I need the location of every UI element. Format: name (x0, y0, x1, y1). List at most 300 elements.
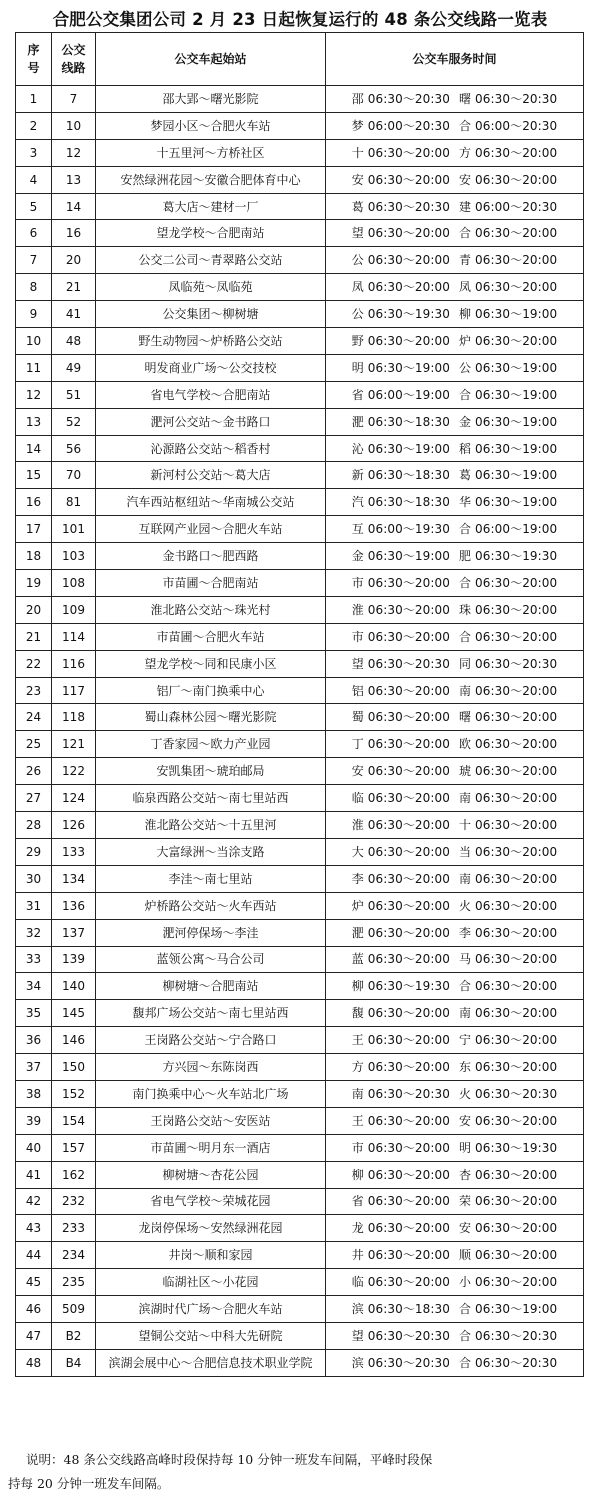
service-time-start: 市 06:30～20:00 (351, 575, 450, 590)
row-number: 24 (16, 704, 52, 731)
table-row (16, 1134, 584, 1161)
service-time (326, 220, 584, 247)
bus-line: 509 (52, 1296, 96, 1323)
service-time-start: 淝 06:30～20:00 (351, 925, 450, 940)
service-time-start: 井 06:30～20:00 (351, 1248, 450, 1263)
service-time-end: 琥 06:30～20:00 (459, 764, 558, 779)
service-time-end: 同 06:30～20:30 (459, 656, 558, 671)
service-time-start: 蜀 06:30～20:00 (351, 710, 450, 725)
service-time (326, 381, 584, 408)
route-stops: 望龙学校～同和民康小区 (96, 650, 326, 677)
service-time-end: 合 06:00～20:30 (459, 118, 558, 133)
table-row (16, 220, 584, 247)
table-row (16, 381, 584, 408)
service-time-start: 馥 06:30～20:00 (351, 1006, 450, 1021)
route-stops: 市苗圃～合肥火车站 (96, 623, 326, 650)
bus-line: 48 (52, 328, 96, 355)
bus-line: 49 (52, 354, 96, 381)
row-number: 26 (16, 758, 52, 785)
service-time-start: 临 06:30～20:00 (351, 1275, 450, 1290)
route-stops: 望铜公交站～中科大先研院 (96, 1322, 326, 1349)
service-time-end: 肥 06:30～19:30 (459, 549, 558, 564)
route-stops: 公交集团～柳树塘 (96, 301, 326, 328)
route-stops: 淮北路公交站～珠光村 (96, 596, 326, 623)
service-time (326, 1054, 584, 1081)
bus-line: 81 (52, 489, 96, 516)
bus-line: 51 (52, 381, 96, 408)
table-row (16, 677, 584, 704)
service-time-start: 葛 06:30～20:30 (351, 199, 450, 214)
service-time (326, 919, 584, 946)
service-time-start: 丁 06:30～20:00 (351, 737, 450, 752)
table-row (16, 462, 584, 489)
route-stops: 省电气学校～荣城花园 (96, 1188, 326, 1215)
header-service-time: 公交车服务时间 (326, 33, 584, 86)
route-stops: 汽车西站枢纽站～华南城公交站 (96, 489, 326, 516)
bus-line: 109 (52, 596, 96, 623)
table-row (16, 731, 584, 758)
row-number: 19 (16, 570, 52, 597)
route-stops: 淝河停保场～李洼 (96, 919, 326, 946)
table-row (16, 1188, 584, 1215)
service-time-start: 南 06:30～20:30 (351, 1086, 450, 1101)
service-time (326, 139, 584, 166)
service-time-start: 淮 06:30～20:00 (351, 602, 450, 617)
row-number: 22 (16, 650, 52, 677)
service-time (326, 758, 584, 785)
service-time (326, 1107, 584, 1134)
row-number: 5 (16, 193, 52, 220)
service-time (326, 86, 584, 113)
service-time-end: 当 06:30～20:00 (459, 844, 558, 859)
footnote-line2: 持每 20 分钟一班发车间隔。 (8, 1476, 170, 1491)
row-number: 9 (16, 301, 52, 328)
table-row (16, 704, 584, 731)
row-number: 18 (16, 543, 52, 570)
service-time-end: 稻 06:30～19:00 (459, 441, 558, 456)
table-row (16, 919, 584, 946)
row-number: 17 (16, 516, 52, 543)
service-time (326, 435, 584, 462)
service-time-end: 凤 06:30～20:00 (459, 280, 558, 295)
row-number: 38 (16, 1080, 52, 1107)
service-time-end: 方 06:30～20:00 (459, 145, 558, 160)
bus-line: 232 (52, 1188, 96, 1215)
service-time-end: 曙 06:30～20:00 (459, 710, 558, 725)
route-stops: 安然绿洲花园～安徽合肥体育中心 (96, 166, 326, 193)
route-stops: 新河村公交站～葛大店 (96, 462, 326, 489)
service-time (326, 247, 584, 274)
table-row (16, 838, 584, 865)
service-time (326, 838, 584, 865)
service-time-start: 省 06:00～19:00 (351, 387, 450, 402)
row-number: 40 (16, 1134, 52, 1161)
bus-line: 70 (52, 462, 96, 489)
route-stops: 省电气学校～合肥南站 (96, 381, 326, 408)
service-time-start: 龙 06:30～20:00 (351, 1221, 450, 1236)
service-time (326, 785, 584, 812)
row-number: 16 (16, 489, 52, 516)
row-number: 14 (16, 435, 52, 462)
service-time (326, 1000, 584, 1027)
service-time-start: 方 06:30～20:00 (351, 1060, 450, 1074)
table-row (16, 1161, 584, 1188)
service-time-start: 王 06:30～20:00 (351, 1033, 450, 1048)
route-stops: 凤临苑～凤临苑 (96, 274, 326, 301)
service-time (326, 946, 584, 973)
row-number: 21 (16, 623, 52, 650)
service-time-end: 安 06:30～20:00 (459, 1221, 558, 1236)
service-time (326, 274, 584, 301)
footnote-line1: 说明：48 条公交线路高峰时段保持每 10 分钟一班发车间隔，平峰时段保 (26, 1452, 433, 1467)
service-time-start: 望 06:30～20:30 (351, 656, 450, 671)
service-time-end: 青 06:30～20:00 (459, 253, 558, 268)
service-time-start: 金 06:30～19:00 (351, 549, 450, 564)
service-time-start: 蓝 06:30～20:00 (351, 952, 450, 967)
bus-line: 101 (52, 516, 96, 543)
bus-line: 21 (52, 274, 96, 301)
bus-line: 10 (52, 112, 96, 139)
service-time (326, 677, 584, 704)
table-row (16, 973, 584, 1000)
service-time-end: 合 06:30～20:30 (459, 1355, 558, 1370)
service-time-end: 合 06:30～19:00 (459, 1302, 558, 1317)
service-time-end: 葛 06:30～19:00 (459, 468, 558, 483)
service-time-end: 安 06:30～20:00 (459, 1113, 558, 1128)
service-time-end: 十 06:30～20:00 (459, 817, 558, 832)
route-stops: 龙岗停保场～安然绿洲花园 (96, 1215, 326, 1242)
service-time (326, 892, 584, 919)
bus-line: 52 (52, 408, 96, 435)
service-time (326, 1161, 584, 1188)
service-time-end: 宁 06:30～20:00 (459, 1033, 558, 1048)
service-time-start: 野 06:30～20:00 (351, 333, 450, 348)
service-time-start: 柳 06:30～19:30 (351, 979, 450, 994)
route-stops: 葛大店～建材一厂 (96, 193, 326, 220)
service-time (326, 865, 584, 892)
service-time-end: 合 06:30～20:00 (459, 629, 558, 644)
table-row (16, 812, 584, 839)
row-number: 29 (16, 838, 52, 865)
service-time-end: 合 06:00～19:00 (459, 522, 558, 537)
table-row (16, 139, 584, 166)
bus-line: 122 (52, 758, 96, 785)
service-time-start: 王 06:30～20:00 (351, 1113, 450, 1128)
route-stops: 方兴园～东陈岗西 (96, 1054, 326, 1081)
service-time-start: 炉 06:30～20:00 (351, 898, 450, 913)
service-time (326, 408, 584, 435)
service-time-start: 汽 06:30～18:30 (351, 495, 450, 510)
row-number: 31 (16, 892, 52, 919)
footnote (8, 1448, 588, 1496)
table-row (16, 1322, 584, 1349)
service-time-end: 珠 06:30～20:00 (459, 602, 558, 617)
route-stops: 临泉西路公交站～南七里站西 (96, 785, 326, 812)
route-stops: 南门换乘中心～火车站北广场 (96, 1080, 326, 1107)
bus-line: 14 (52, 193, 96, 220)
row-number: 8 (16, 274, 52, 301)
service-time-start: 沁 06:30～19:00 (351, 441, 450, 456)
route-stops: 王岗路公交站～安医站 (96, 1107, 326, 1134)
service-time (326, 1242, 584, 1269)
row-number: 1 (16, 86, 52, 113)
table-row (16, 408, 584, 435)
row-number: 23 (16, 677, 52, 704)
table-header-row (16, 33, 584, 86)
bus-line: 7 (52, 86, 96, 113)
row-number: 41 (16, 1161, 52, 1188)
header-line-line1: 公交 (61, 43, 86, 57)
row-number: 10 (16, 328, 52, 355)
route-stops: 淝河公交站～金书路口 (96, 408, 326, 435)
bus-line: 108 (52, 570, 96, 597)
service-time-start: 省 06:30～20:00 (351, 1194, 450, 1209)
table-row (16, 865, 584, 892)
route-stops: 市苗圃～明月东一酒店 (96, 1134, 326, 1161)
service-time-end: 曙 06:30～20:30 (459, 91, 558, 106)
route-stops: 王岗路公交站～宁合路口 (96, 1027, 326, 1054)
service-time-end: 东 06:30～20:00 (459, 1060, 558, 1074)
row-number: 4 (16, 166, 52, 193)
service-time-start: 十 06:30～20:00 (351, 145, 450, 160)
bus-line: 146 (52, 1027, 96, 1054)
service-time-end: 华 06:30～19:00 (459, 495, 558, 510)
service-time (326, 1027, 584, 1054)
bus-line: 103 (52, 543, 96, 570)
service-time (326, 462, 584, 489)
service-time-end: 南 06:30～20:00 (459, 791, 558, 806)
row-number: 2 (16, 112, 52, 139)
bus-line: 12 (52, 139, 96, 166)
header-route: 公交车起始站 (96, 33, 326, 86)
service-time-end: 李 06:30～20:00 (459, 925, 558, 940)
table-row (16, 516, 584, 543)
service-time (326, 1322, 584, 1349)
route-stops: 望龙学校～合肥南站 (96, 220, 326, 247)
service-time (326, 543, 584, 570)
table-row (16, 1296, 584, 1323)
route-stops: 蜀山森林公园～曙光影院 (96, 704, 326, 731)
bus-line: B2 (52, 1322, 96, 1349)
service-time-end: 建 06:00～20:30 (459, 199, 558, 214)
service-time (326, 704, 584, 731)
service-time (326, 1134, 584, 1161)
bus-line: 233 (52, 1215, 96, 1242)
table-row (16, 112, 584, 139)
service-time (326, 623, 584, 650)
table-row (16, 758, 584, 785)
row-number: 32 (16, 919, 52, 946)
row-number: 36 (16, 1027, 52, 1054)
service-time-end: 火 06:30～20:30 (459, 1086, 558, 1101)
service-time (326, 1215, 584, 1242)
table-row (16, 785, 584, 812)
table-row (16, 166, 584, 193)
bus-line: B4 (52, 1349, 96, 1376)
row-number: 44 (16, 1242, 52, 1269)
bus-line: 41 (52, 301, 96, 328)
header-line-line2: 线路 (61, 61, 86, 75)
route-stops: 蓝领公寓～马合公司 (96, 946, 326, 973)
service-time (326, 328, 584, 355)
service-time-end: 南 06:30～20:00 (459, 683, 558, 698)
service-time (326, 1188, 584, 1215)
bus-line: 13 (52, 166, 96, 193)
service-time (326, 1349, 584, 1376)
service-time-end: 炉 06:30～20:00 (459, 333, 558, 348)
service-time-start: 滨 06:30～20:30 (351, 1355, 450, 1370)
service-time-end: 金 06:30～19:00 (459, 414, 558, 429)
route-stops: 井岗～顺和家园 (96, 1242, 326, 1269)
header-seq-line2: 号 (27, 61, 40, 75)
service-time-start: 明 06:30～19:00 (351, 360, 450, 375)
route-stops: 公交二公司～青翠路公交站 (96, 247, 326, 274)
service-time-start: 安 06:30～20:00 (351, 172, 450, 187)
bus-line: 20 (52, 247, 96, 274)
service-time-end: 欧 06:30～20:00 (459, 737, 558, 752)
row-number: 15 (16, 462, 52, 489)
service-time-end: 明 06:30～19:30 (459, 1140, 558, 1155)
row-number: 20 (16, 596, 52, 623)
bus-line: 133 (52, 838, 96, 865)
service-time-end: 合 06:30～20:00 (459, 575, 558, 590)
route-stops: 梦园小区～合肥火车站 (96, 112, 326, 139)
page-title: 合肥公交集团公司 2 月 23 日起恢复运行的 48 条公交线路一览表 (52, 10, 548, 29)
service-time-end: 南 06:30～20:00 (459, 871, 558, 886)
route-stops: 野生动物园～炉桥路公交站 (96, 328, 326, 355)
table-row (16, 1000, 584, 1027)
service-time-end: 南 06:30～20:00 (459, 1006, 558, 1021)
bus-route-table (15, 32, 584, 1377)
service-time (326, 973, 584, 1000)
route-stops: 临湖社区～小花园 (96, 1269, 326, 1296)
route-stops: 沁源路公交站～稻香村 (96, 435, 326, 462)
table-row (16, 1027, 584, 1054)
bus-line: 56 (52, 435, 96, 462)
table-row (16, 328, 584, 355)
route-stops: 柳树塘～杏花公园 (96, 1161, 326, 1188)
service-time-end: 合 06:30～20:00 (459, 979, 558, 994)
table-row (16, 946, 584, 973)
service-time (326, 1269, 584, 1296)
service-time-start: 公 06:30～19:30 (351, 307, 450, 322)
service-time (326, 166, 584, 193)
service-time-start: 淮 06:30～20:00 (351, 817, 450, 832)
bus-line: 235 (52, 1269, 96, 1296)
bus-line: 234 (52, 1242, 96, 1269)
service-time (326, 354, 584, 381)
row-number: 3 (16, 139, 52, 166)
table-row (16, 274, 584, 301)
bus-line: 116 (52, 650, 96, 677)
table-row (16, 489, 584, 516)
bus-line: 124 (52, 785, 96, 812)
row-number: 45 (16, 1269, 52, 1296)
service-time (326, 570, 584, 597)
table-row (16, 570, 584, 597)
row-number: 7 (16, 247, 52, 274)
table-row (16, 1269, 584, 1296)
service-time-start: 新 06:30～18:30 (351, 468, 450, 483)
bus-line: 117 (52, 677, 96, 704)
service-time-start: 市 06:30～20:00 (351, 629, 450, 644)
service-time-start: 互 06:00～19:30 (351, 522, 450, 537)
service-time-end: 小 06:30～20:00 (459, 1275, 558, 1290)
row-number: 6 (16, 220, 52, 247)
service-time-end: 柳 06:30～19:00 (459, 307, 558, 322)
bus-line: 114 (52, 623, 96, 650)
route-stops: 滨湖会展中心～合肥信息技术职业学院 (96, 1349, 326, 1376)
service-time (326, 112, 584, 139)
bus-line: 152 (52, 1080, 96, 1107)
bus-line: 140 (52, 973, 96, 1000)
route-stops: 互联网产业园～合肥火车站 (96, 516, 326, 543)
service-time-start: 大 06:30～20:00 (351, 844, 450, 859)
bus-line: 118 (52, 704, 96, 731)
service-time-end: 荣 06:30～20:00 (459, 1194, 558, 1209)
route-stops: 炉桥路公交站～火车西站 (96, 892, 326, 919)
bus-line: 139 (52, 946, 96, 973)
service-time-start: 铝 06:30～20:00 (351, 683, 450, 698)
header-line (52, 33, 96, 86)
route-stops: 安凯集团～琥珀邮局 (96, 758, 326, 785)
service-time (326, 1080, 584, 1107)
service-time (326, 596, 584, 623)
service-time-start: 安 06:30～20:00 (351, 764, 450, 779)
table-row (16, 892, 584, 919)
table-row (16, 301, 584, 328)
route-stops: 丁香家园～欧力产业园 (96, 731, 326, 758)
service-time (326, 812, 584, 839)
row-number: 46 (16, 1296, 52, 1323)
route-stops: 金书路口～肥西路 (96, 543, 326, 570)
bus-line: 121 (52, 731, 96, 758)
service-time-start: 市 06:30～20:00 (351, 1140, 450, 1155)
table-row (16, 543, 584, 570)
bus-line: 16 (52, 220, 96, 247)
row-number: 30 (16, 865, 52, 892)
route-stops: 市苗圃～合肥南站 (96, 570, 326, 597)
row-number: 34 (16, 973, 52, 1000)
table-row (16, 1054, 584, 1081)
bus-line: 145 (52, 1000, 96, 1027)
service-time-start: 淝 06:30～18:30 (351, 414, 450, 429)
route-stops: 馥邦广场公交站～南七里站西 (96, 1000, 326, 1027)
table-row (16, 86, 584, 113)
service-time-start: 柳 06:30～20:00 (351, 1167, 450, 1182)
row-number: 39 (16, 1107, 52, 1134)
service-time-start: 李 06:30～20:00 (351, 871, 450, 886)
route-stops: 铝厂～南门换乘中心 (96, 677, 326, 704)
row-number: 28 (16, 812, 52, 839)
service-time-start: 临 06:30～20:00 (351, 791, 450, 806)
bus-line: 150 (52, 1054, 96, 1081)
route-stops: 柳树塘～合肥南站 (96, 973, 326, 1000)
table-row (16, 1349, 584, 1376)
service-time-end: 马 06:30～20:00 (459, 952, 558, 967)
row-number: 11 (16, 354, 52, 381)
route-stops: 明发商业广场～公交技校 (96, 354, 326, 381)
service-time-start: 梦 06:00～20:30 (351, 118, 450, 133)
row-number: 35 (16, 1000, 52, 1027)
header-seq-line1: 序 (27, 43, 40, 57)
bus-line: 134 (52, 865, 96, 892)
service-time-end: 顺 06:30～20:00 (459, 1248, 558, 1263)
row-number: 37 (16, 1054, 52, 1081)
service-time-end: 合 06:30～20:00 (459, 226, 558, 241)
service-time-start: 望 06:30～20:00 (351, 226, 450, 241)
bus-line: 126 (52, 812, 96, 839)
